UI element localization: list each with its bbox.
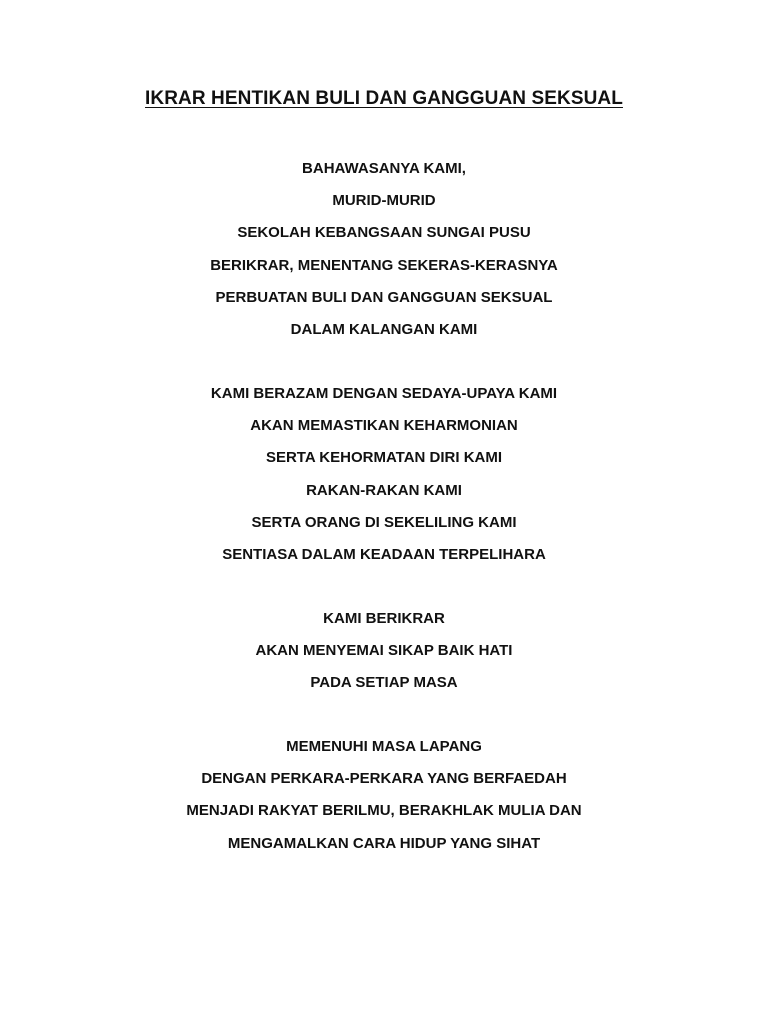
pledge-line: MENJADI RAKYAT BERILMU, BERAKHLAK MULIA DAN bbox=[186, 802, 582, 820]
pledge-line: PADA SETIAP MASA bbox=[310, 674, 458, 692]
pledge-line: MENGAMALKAN CARA HIDUP YANG SIHAT bbox=[227, 834, 541, 852]
pledge-line: MEMENUHI MASA LAPANG bbox=[286, 738, 482, 755]
document-title: IKRAR HENTIKAN BULI DAN GANGGUAN SEKSUAL bbox=[145, 88, 623, 109]
pledge-stanza-4 bbox=[0, 731, 768, 860]
pledge-line: AKAN MEMASTIKAN KEHARMONIAN bbox=[250, 417, 518, 435]
pledge-line: RAKAN-RAKAN KAMI bbox=[306, 481, 462, 499]
pledge-line: MURID-MURID bbox=[332, 192, 436, 210]
pledge-line: KAMI BERAZAM DENGAN SEDAYA-UPAYA KAMI bbox=[210, 385, 558, 402]
pledge-line: SERTA KEHORMATAN DIRI KAMI bbox=[265, 449, 503, 467]
pledge-line: SENTIASA DALAM KEADAAN TERPELIHARA bbox=[222, 545, 546, 563]
pledge-line: DALAM KALANGAN KAMI bbox=[290, 320, 478, 338]
pledge-line: DENGAN PERKARA-PERKARA YANG BERFAEDAH bbox=[201, 770, 567, 788]
pledge-stanza-1 bbox=[0, 153, 768, 346]
pledge-stanza-3 bbox=[0, 603, 768, 700]
pledge-line: PERBUATAN BULI DAN GANGGUAN SEKSUAL bbox=[215, 288, 553, 306]
pledge-line: KAMI BERIKRAR bbox=[323, 610, 445, 627]
pledge-line: SERTA ORANG DI SEKELILING KAMI bbox=[251, 513, 517, 531]
pledge-line: AKAN MENYEMAI SIKAP BAIK HATI bbox=[255, 642, 513, 660]
pledge-line: SEKOLAH KEBANGSAAN SUNGAI PUSU bbox=[237, 224, 531, 242]
pledge-stanza-2 bbox=[0, 378, 768, 571]
pledge-line: BAHAWASANYA KAMI, bbox=[302, 160, 466, 177]
pledge-line: BERIKRAR, MENENTANG SEKERAS-KERASNYA bbox=[210, 256, 558, 274]
